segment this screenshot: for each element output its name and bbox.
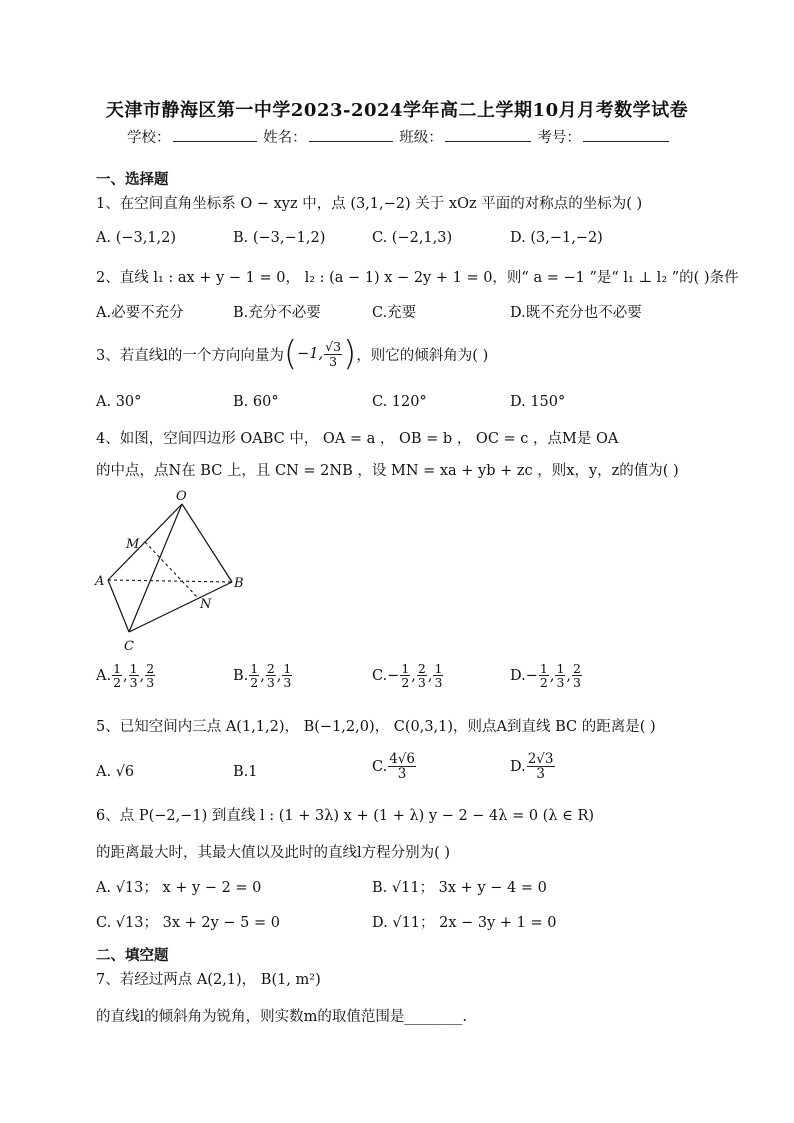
edge-ab-dashed — [108, 580, 232, 582]
q3-option-b[interactable]: B. 60° — [233, 394, 279, 410]
q3-fraction-den: 3 — [329, 353, 338, 369]
name-blank[interactable] — [309, 127, 393, 142]
section-heading-fill: 二、填空题 — [96, 947, 169, 964]
q5-c-num: 4√6 — [389, 751, 415, 767]
label-o: O — [176, 489, 187, 504]
question-3-stem — [96, 330, 488, 378]
q5-option-b[interactable]: B.1 — [233, 764, 258, 780]
tetrahedron-figure — [92, 486, 252, 658]
q4-option-a[interactable]: A. $\frac{1}{2}$ , $\frac{1}{3}$ , $\frac{2}{3}$ — [96, 661, 155, 691]
question-5-stem: 5、已知空间内三点 A(1,1,2)， B(−1,2,0)， C(0,3,1)，则点A到直线 BC 的距离是( ) — [96, 719, 656, 735]
q3-option-c[interactable]: C. 120° — [372, 394, 427, 410]
q1-option-b[interactable]: B. (−3,−1,2) — [233, 230, 326, 246]
q1-option-c[interactable]: C. (−2,1,3) — [372, 230, 453, 246]
exam-title: 天津市静海区第一中学2023-2024学年高二上学期10月月考数学试卷 — [105, 100, 689, 121]
class-label: 班级： — [399, 130, 443, 146]
q2-option-a[interactable]: A.必要不充分 — [96, 305, 184, 321]
number-blank[interactable] — [583, 127, 669, 142]
q3-text-pre: 3、若直线l的一个方向向量为 — [96, 347, 284, 364]
q6-option-d[interactable]: D. √11； 2x − 3y + 1 = 0 — [372, 915, 557, 931]
label-n: N — [200, 597, 212, 612]
q5-option-d[interactable] — [510, 752, 556, 781]
q4-b-f3-den: 3 — [283, 675, 292, 691]
question-1-stem: 1、在空间直角坐标系 O − xyz 中，点 (3,1,−2) 关于 xOz 平面的对称点的坐标为( ) — [96, 196, 643, 212]
class-blank[interactable] — [445, 127, 531, 142]
q4-d-f3-num: 2 — [573, 661, 581, 676]
q3-vector-x: −1, — [297, 346, 324, 362]
q4-c-f2-den: 3 — [417, 675, 426, 691]
q4-b-f1-num: 1 — [250, 661, 259, 676]
q4-a-f2-num: 1 — [129, 661, 138, 676]
q4-c-f3-den: 3 — [434, 675, 443, 691]
q4-c-f2-num: 2 — [417, 661, 426, 676]
q4-a-f1-den: 2 — [113, 675, 122, 691]
q4-d-f3-den: 3 — [573, 675, 581, 691]
number-label: 考号： — [537, 130, 581, 146]
q4-a-letter: A. — [96, 667, 112, 684]
edge-ac — [108, 580, 129, 632]
question-7-line-1: 7、若经过两点 A(2,1)， B(1, m²) — [96, 972, 321, 988]
edge-ob — [182, 504, 232, 582]
q4-b-f2-den: 3 — [266, 675, 275, 691]
q4-c-f1-den: 2 — [401, 675, 410, 691]
q4-option-d[interactable]: D.− $\frac{1}{2}$ , $\frac{1}{3}$ , $\frac{2}{3}$ — [510, 661, 581, 691]
q4-d-f1-den: 2 — [539, 675, 548, 691]
question-6-line-1: 6、点 P(−2,−1) 到直线 l : (1 + 3λ) x + (1 + λ) y − 2 − 4λ = 0 (λ ∈ R) — [96, 808, 595, 824]
q5-d-letter: D. — [510, 758, 526, 775]
q3-option-a[interactable]: A. 30° — [96, 394, 142, 410]
q4-c-letter: C.− — [372, 667, 400, 684]
q4-b-letter: B. — [233, 667, 249, 684]
question-4-line-1: 4、如图，空间四边形 OABC 中， OA = a ， OB = b ， OC = c ，点M是 OA — [96, 431, 619, 447]
q2-option-c[interactable]: C.充要 — [372, 305, 417, 321]
q6-option-b[interactable]: B. √11； 3x + y − 4 = 0 — [372, 880, 547, 896]
q1-option-d[interactable]: D. (3,−1,−2) — [510, 230, 603, 246]
student-info-line — [127, 126, 671, 147]
q3-fraction-num: √3 — [325, 339, 342, 355]
question-4-line-2: 的中点，点N在 BC 上，且 CN = 2NB ，设 MN = xa + yb + zc ，则x，y，z的值为( ) — [96, 463, 679, 479]
label-c: C — [124, 639, 134, 654]
q4-d-f2-den: 3 — [556, 675, 565, 691]
segment-mn-dashed — [145, 542, 198, 598]
section-heading-choice: 一、选择题 — [96, 171, 169, 188]
label-m: M — [126, 537, 140, 552]
q4-d-f2-num: 1 — [556, 661, 565, 676]
q4-a-f2-den: 3 — [129, 675, 138, 691]
q6-option-a[interactable]: A. √13； x + y − 2 = 0 — [96, 880, 262, 896]
q4-c-f1-num: 1 — [401, 661, 410, 676]
q4-d-letter: D.− — [510, 667, 538, 684]
label-a: A — [95, 574, 105, 589]
q5-c-den: 3 — [397, 766, 407, 783]
q4-b-f2-num: 2 — [266, 661, 275, 676]
q4-a-f3-num: 2 — [146, 661, 155, 676]
q5-d-den: 3 — [536, 766, 545, 783]
q4-b-f1-den: 2 — [250, 675, 259, 691]
q4-d-f1-num: 1 — [539, 661, 548, 676]
q4-b-f3-num: 1 — [283, 661, 292, 676]
q4-a-f3-den: 3 — [146, 675, 155, 691]
question-2-stem: 2、直线 l₁ : ax + y − 1 = 0， l₂ : (a − 1) x − 2y + 1 = 0，则“ a = −1 ”是“ l₁ ⊥ l₂ ”的( )条件 — [96, 270, 739, 286]
q5-d-num: 2√3 — [527, 751, 554, 767]
q4-c-f3-num: 1 — [434, 661, 443, 676]
question-6-line-2: 的距离最大时，其最大值以及此时的直线l方程分别为( ) — [96, 845, 451, 861]
edge-oc — [129, 504, 182, 632]
q2-option-d[interactable]: D.既不充分也不必要 — [510, 305, 642, 321]
q3-right-paren: ) — [343, 334, 357, 374]
q3-left-paren: ( — [283, 334, 298, 374]
q3-text-post: ，则它的倾斜角为( ) — [356, 347, 489, 364]
school-label: 学校： — [127, 130, 171, 146]
label-b: B — [234, 576, 244, 591]
q5-c-letter: C. — [372, 758, 388, 775]
q2-option-b[interactable]: B.充分不必要 — [233, 305, 321, 321]
q6-option-c[interactable]: C. √13； 3x + 2y − 5 = 0 — [96, 915, 280, 931]
school-blank[interactable] — [173, 127, 257, 142]
question-7-line-2: 的直线l的倾斜角为锐角，则实数m的取值范围是________. — [96, 1009, 467, 1025]
q4-option-b[interactable]: B. $\frac{1}{2}$ , $\frac{2}{3}$ , $\frac{1}{3}$ — [233, 661, 292, 691]
q3-fraction — [324, 340, 342, 367]
q5-option-a[interactable]: A. √6 — [96, 764, 135, 780]
q4-option-c[interactable]: C.− $\frac{1}{2}$ , $\frac{2}{3}$ , $\frac{1}{3}$ — [372, 661, 443, 691]
q1-option-a[interactable]: A. (−3,1,2) — [96, 230, 177, 246]
name-label: 姓名： — [263, 130, 307, 146]
q3-option-d[interactable]: D. 150° — [510, 394, 566, 410]
q4-a-f1-num: 1 — [113, 661, 122, 676]
edge-cb — [129, 582, 232, 632]
q5-option-c[interactable] — [372, 752, 417, 781]
